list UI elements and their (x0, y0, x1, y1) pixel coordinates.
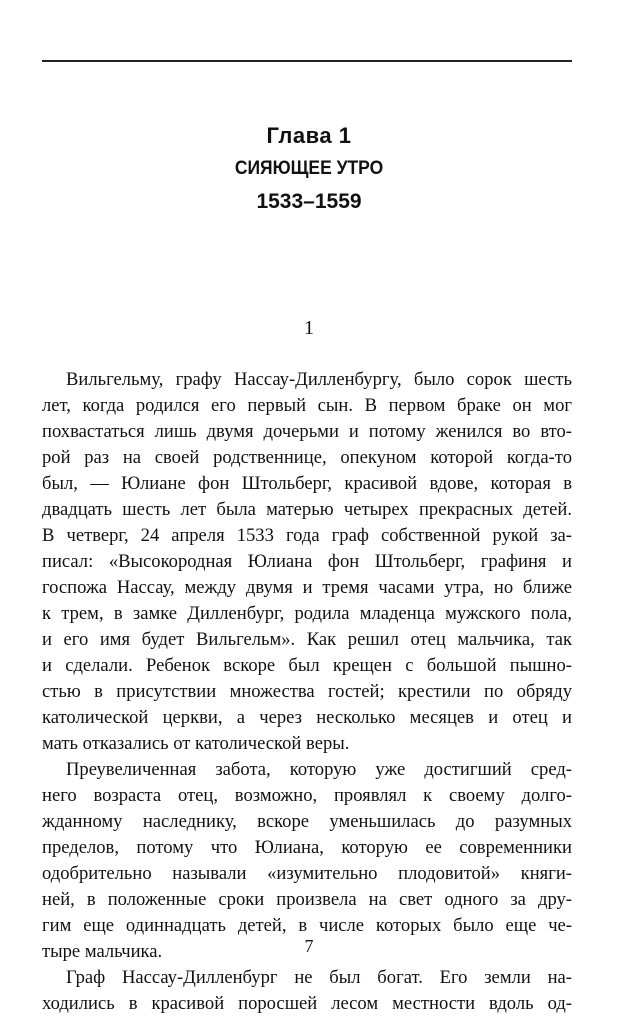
text-line: Преувеличенная забота, которую уже достигший сред- (66, 759, 572, 780)
text-line: писал: «Высокородная Юлиана фон Штольберг, графиня и (42, 551, 572, 572)
text-line: Вильгельму, графу Нассау-Дилленбургу, было сорок шесть (66, 369, 572, 390)
text-line: двадцать шесть лет была матерью четырех прекрасных детей. (42, 499, 572, 520)
text-line: католической церкви, а через несколько месяцев и отец и (42, 707, 572, 728)
text-line: и его имя будет Вильгельм». Как решил отец мальчика, так (42, 629, 572, 650)
text-line: Граф Нассау-Дилленбург не был богат. Его земли на- (66, 967, 572, 988)
text-line: него возраста отец, возможно, проявлял к своему долго- (42, 785, 572, 806)
text-line: пределов, потому что Юлиана, которую ее современники (42, 837, 572, 858)
text-line: В четверг, 24 апреля 1533 года граф собственной рукой за- (42, 525, 572, 546)
section-number: 1 (304, 317, 314, 339)
text-line: был, — Юлиане фон Штольберг, красивой вдове, которая в (42, 473, 572, 494)
page-number: 7 (304, 936, 314, 956)
text-line: похвастаться лишь двумя дочерьми и потому женился во вто- (42, 421, 572, 442)
text-line: тыре мальчика. (42, 941, 163, 962)
text-line: рой раз на своей родственнице, опекуном которой когда-то (42, 447, 572, 468)
chapter-title: СИЯЮЩЕЕ УТРО (234, 158, 384, 179)
text-line: к трем, в замке Дилленбург, родила младенца мужского пола, (42, 603, 572, 624)
chapter-years: 1533–1559 (256, 190, 362, 213)
text-line: госпожа Нассау, между двумя и тремя часами утра, но ближе (42, 577, 572, 598)
text-line: стью в присутствии множества гостей; крестили по обряду (42, 681, 572, 702)
chapter-heading (0, 122, 618, 217)
text-line: одобрительно называли «изумительно плодовитой» княги- (42, 863, 572, 884)
text-line: и сделали. Ребенок вскоре был крещен с большой пышно- (42, 655, 572, 676)
text-line: ходились в красивой поросшей лесом местности вдоль од- (42, 993, 572, 1014)
text-line: ней, в положенные сроки произвела на свет одного за дру- (42, 889, 572, 910)
text-line: лет, когда родился его первый сын. В первом браке он мог (42, 395, 572, 416)
text-line: мать отказались от католической веры. (42, 733, 350, 754)
body-text (42, 367, 572, 1017)
chapter-label: Глава 1 (266, 123, 352, 148)
text-line: жданному наследнику, вскоре уменьшилась до разумных (42, 811, 572, 832)
text-line: гим еще одиннадцать детей, в числе которых было еще че- (42, 915, 572, 936)
top-rule (42, 60, 572, 62)
